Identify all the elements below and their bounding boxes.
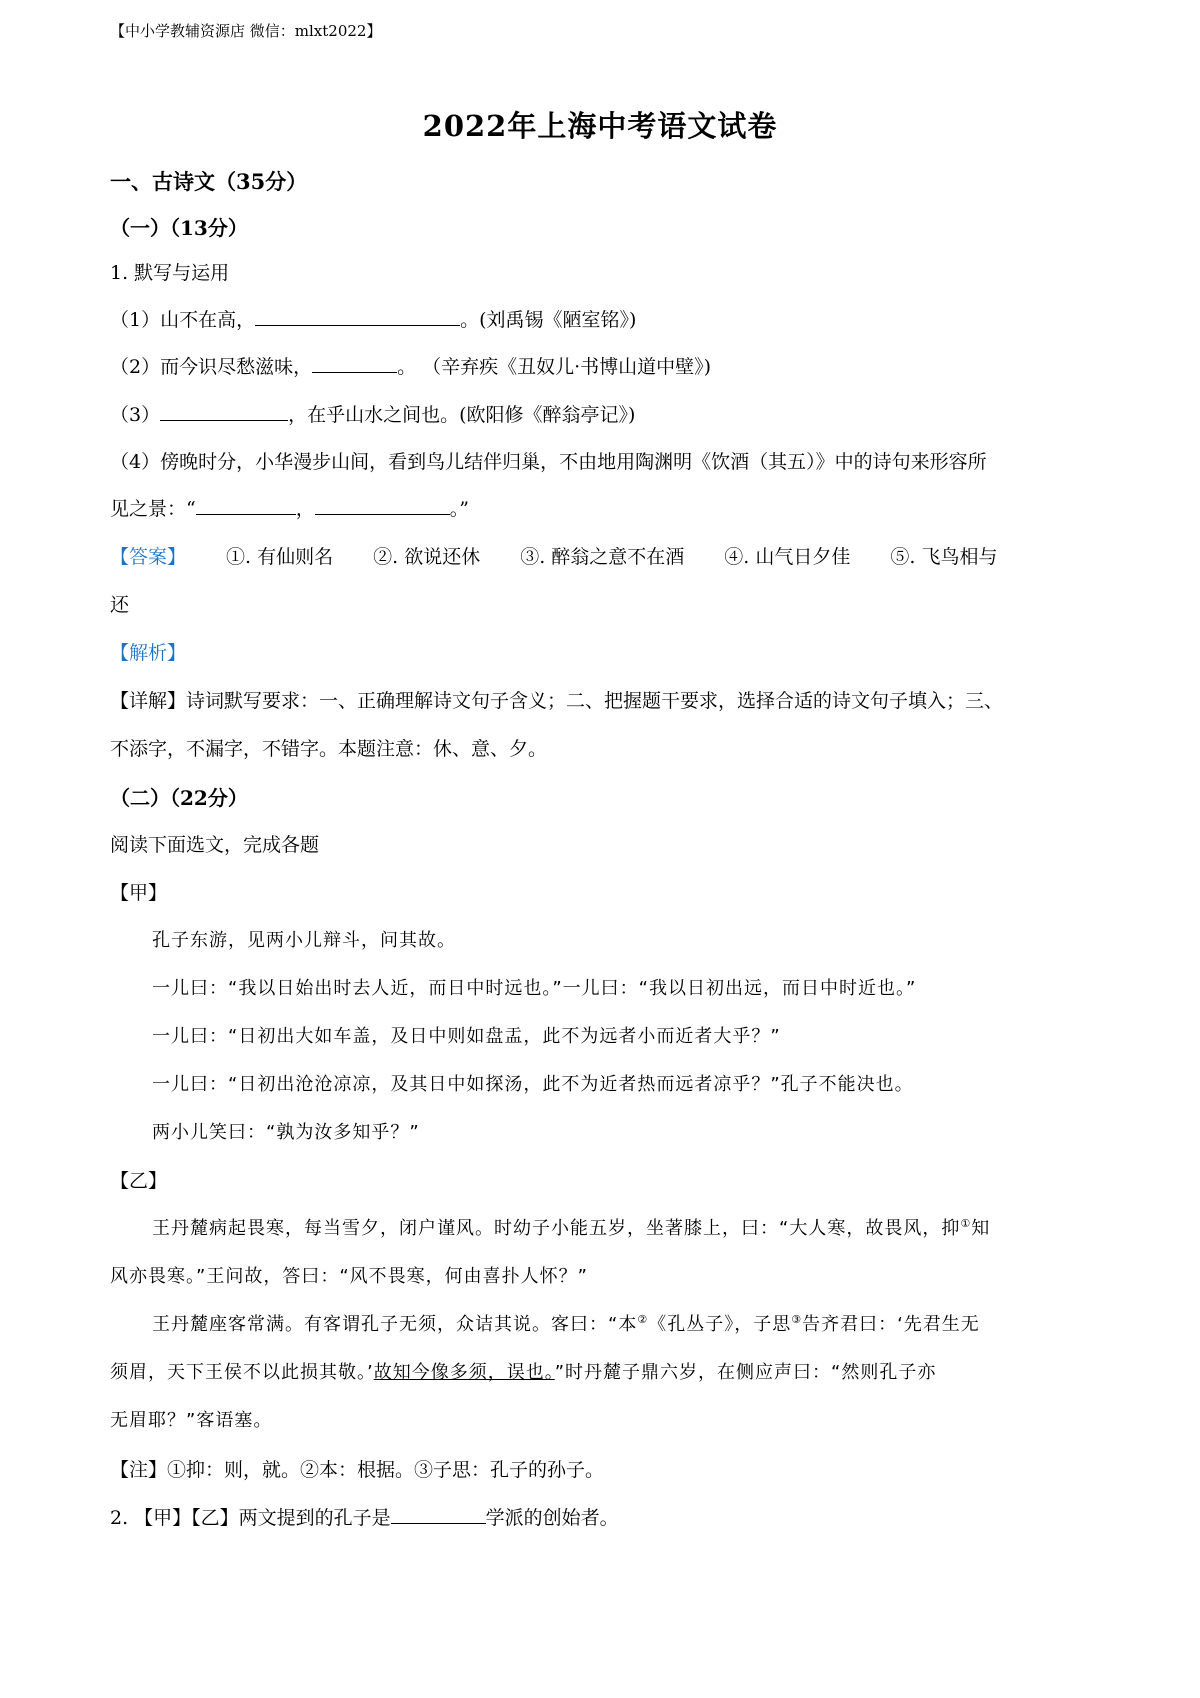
answer-label: 【答案】 — [110, 546, 187, 568]
yi-para2-line2 — [110, 1358, 936, 1384]
answer-blank — [315, 496, 450, 515]
yi-text: ”时丹麓子鼎六岁，在侧应声曰：“然则孔子亦 — [554, 1362, 937, 1383]
item-text: （1）山不在高， — [110, 309, 256, 331]
section-heading: 一、古诗文（35分） — [110, 169, 308, 194]
question-1-item-4-line1: （4）傍晚时分，小华漫步山间，看到鸟儿结伴归巢，不由地用陶渊明《饮酒（其五）》中的诗句来形容所 — [110, 451, 987, 473]
yi-text: 《孔丛子》，子思 — [648, 1314, 792, 1335]
footnote-mark: ② — [637, 1313, 649, 1326]
answer-item: ④. 山气日夕佳 — [724, 546, 851, 568]
item-text: ，在乎山水之间也。(欧阳修《醉翁亭记》) — [288, 404, 636, 426]
item-text: （3） — [110, 404, 161, 426]
part-heading-1: （一）（13分） — [110, 216, 248, 240]
footnote-mark: ① — [960, 1217, 972, 1230]
yi-text: 知 — [971, 1218, 991, 1239]
answer-item: ③. 醉翁之意不在酒 — [520, 546, 685, 568]
answer-tail: 还 — [110, 594, 130, 616]
part-heading-2: （二）（22分） — [110, 786, 248, 810]
item-text: 。(刘禹锡《陋室铭》) — [460, 309, 637, 331]
question-1-title: 1. 默写与运用 — [110, 262, 230, 284]
detail-line-1: 【详解】诗词默写要求：一、正确理解诗文句子含义；二、把握题干要求，选择合适的诗文句子填入；三、 — [110, 690, 1004, 712]
item-text: （2）而今识尽愁滋味， — [110, 356, 313, 378]
question-1-item-1 — [110, 305, 636, 332]
yi-text: 告齐君曰：‘先君生无 — [802, 1314, 980, 1335]
jia-line: 一儿曰：“日初出大如车盖，及日中则如盘盂，此不为远者小而近者大乎？” — [152, 1026, 781, 1047]
item-text: 见之景：“ — [110, 498, 196, 520]
item-text: 。” — [449, 498, 469, 520]
yi-text: 王丹麓座客常满。有客谓孔子无须，众诘其说。客曰：“本 — [152, 1314, 638, 1335]
answer-blank — [160, 402, 288, 421]
page-title: 2022年上海中考语文试卷 — [422, 109, 778, 143]
question-2 — [110, 1503, 619, 1530]
yi-para2-line3: 无眉耶？”客语塞。 — [110, 1410, 273, 1431]
jia-line: 孔子东游，见两小儿辩斗，问其故。 — [152, 930, 456, 951]
answer-blank — [312, 354, 397, 373]
answer-blank — [391, 1505, 486, 1524]
annotation-note: 【注】①抑：则，就。②本：根据。③子思：孔子的孙子。 — [110, 1459, 605, 1481]
footnote-mark: ③ — [791, 1313, 803, 1326]
answer-item: ①. 有仙则名 — [226, 546, 334, 568]
item-text: 学派的创始者。 — [485, 1507, 619, 1529]
question-1-item-3 — [110, 400, 635, 427]
reading-intro: 阅读下面选文，完成各题 — [110, 834, 320, 856]
yi-text: 须眉，天下王侯不以此损其敬。’ — [110, 1362, 374, 1383]
jia-line: 一儿曰：“日初出沧沧凉凉，及其日中如探汤，此不为近者热而远者凉乎？”孔子不能决也。 — [152, 1074, 914, 1095]
jia-line: 一儿曰：“我以日始出时去人近，而日中时远也。”一儿曰：“我以日初出远，而日中时近也。” — [152, 978, 917, 999]
header-note: 【中小学教辅资源店 微信：mlxt2022】 — [110, 22, 382, 40]
answer-line — [110, 542, 997, 569]
underlined-sentence: 故知今像多须，误也。 — [373, 1362, 555, 1383]
analysis-label: 【解析】 — [110, 642, 187, 664]
answer-blank — [196, 496, 296, 515]
jia-line: 两小儿笑曰：“孰为汝多知乎？” — [152, 1122, 420, 1143]
answer-blank — [255, 307, 460, 326]
yi-para2-line1 — [152, 1310, 980, 1336]
yi-para1-line1 — [152, 1214, 990, 1240]
item-text: ， — [295, 498, 315, 520]
yi-text: 王丹麓病起畏寒，每当雪夕，闭户谨风。时幼子小能五岁，坐著膝上，曰：“大人寒，故畏风，抑 — [152, 1218, 961, 1239]
jia-label: 【甲】 — [110, 882, 168, 904]
question-1-item-2 — [110, 352, 711, 379]
answer-item: ②. 欲说还休 — [373, 546, 481, 568]
yi-label: 【乙】 — [110, 1170, 168, 1192]
yi-para1-line2: 风亦畏寒。”王问故，答曰：“风不畏寒，何由喜扑人怀？” — [110, 1266, 588, 1287]
item-text: 。 （辛弃疾《丑奴儿·书博山道中壁》) — [397, 356, 712, 378]
detail-line-2: 不添字，不漏字，不错字。本题注意：休、意、夕。 — [110, 738, 548, 760]
answer-item: ⑤. 飞鸟相与 — [890, 546, 998, 568]
question-1-item-4-line2 — [110, 494, 469, 521]
item-text: 2. 【甲】【乙】两文提到的孔子是 — [110, 1507, 391, 1529]
